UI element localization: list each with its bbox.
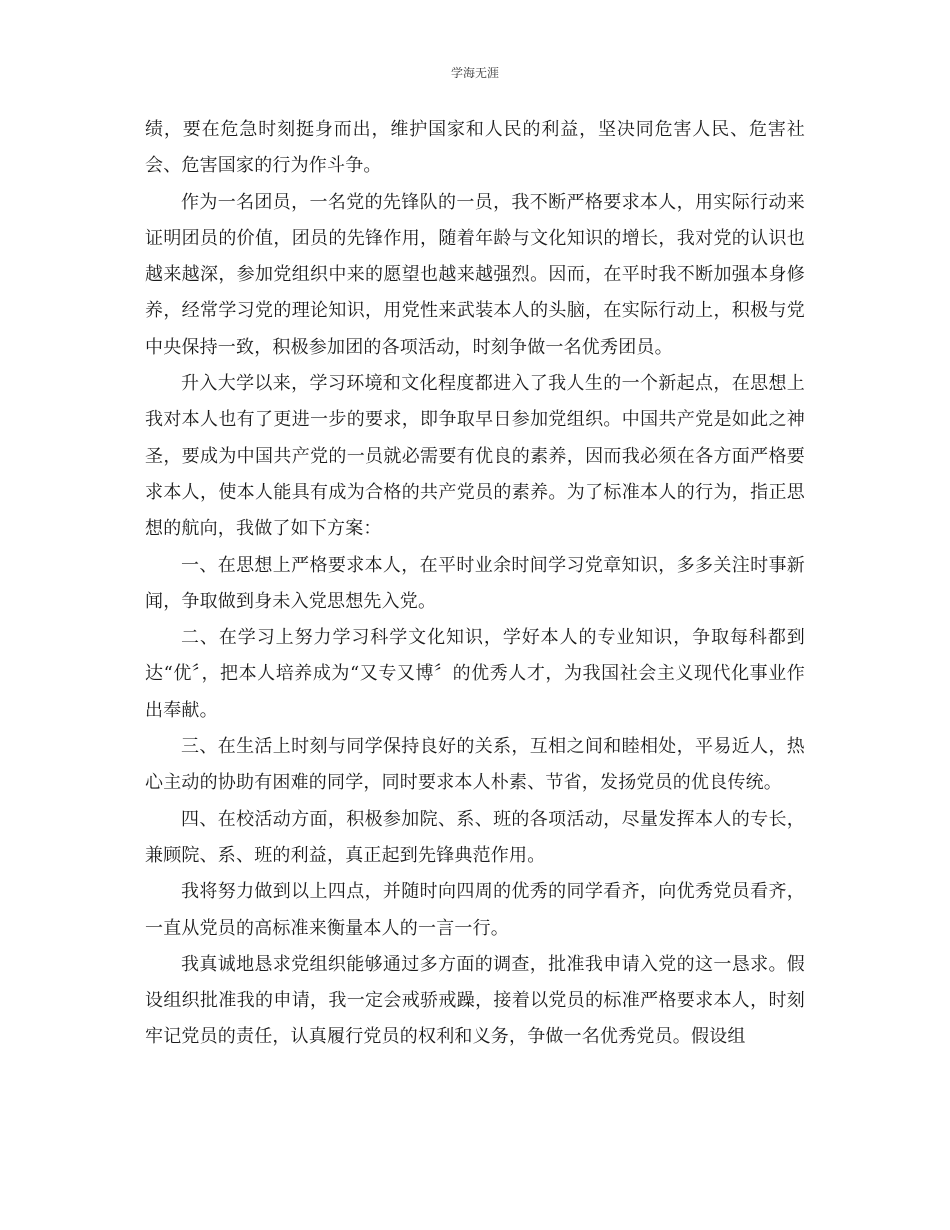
paragraph-1: 绩，要在危急时刻挺身而出，维护国家和人民的利益，坚决同危害人民、危害社会、危害国家的行为作斗争。 [145, 119, 805, 177]
paragraph-8: 我将努力做到以上四点，并随时向四周的优秀的同学看齐，向优秀党员看齐，一直从党员的高标准来衡量本人的一言一行。 [145, 881, 805, 939]
paragraph-5: 二、在学习上努力学习科学文化知识，学好本人的专业知识，争取每科都到达“优〞，把本人培养成为“又专又博〞的优秀人才，为我国社会主义现代化事业作出奉献。 [145, 627, 805, 721]
paragraph-9: 我真诚地恳求党组织能够通过多方面的调查，批准我申请入党的这一恳求。假设组织批准我的申请，我一定会戒骄戒躁，接着以党员的标准严格要求本人，时刻牢记党员的责任，认真履行党员的权利和义务，争做一名优秀党员。假设组 [145, 953, 805, 1048]
paragraph-2: 作为一名团员，一名党的先锋队的一员，我不断严格要求本人，用实际行动来证明团员的价值，团员的先锋作用，随着年龄与文化知识的增长，我对党的认识也越来越深，参加党组织中来的愿望也越来越强烈。因而，在平时我不断加强本身修养，经常学习党的理论知识，用党性来武装本人的头脑，在实际行动上，积极与党中央保持一致，积极参加团的各项活动，时刻争做一名优秀团员。 [145, 191, 805, 358]
page-header: 学海无涯 [450, 66, 499, 80]
paragraph-4: 一、在思想上严格要求本人，在平时业余时间学习党章知识，多多关注时事新闻，争取做到身未入党思想先入党。 [145, 554, 805, 612]
paragraph-6: 三、在生活上时刻与同学保持良好的关系，互相之间和睦相处，平易近人，热心主动的协助有困难的同学，同时要求本人朴素、节省，发扬党员的优良传统。 [145, 736, 805, 794]
document-body [145, 112, 805, 1056]
paragraph-7: 四、在校活动方面，积极参加院、系、班的各项活动，尽量发挥本人的专长，兼顾院、系、班的利益，真正起到先锋典范作用。 [145, 808, 805, 866]
paragraph-3: 升入大学以来，学习环境和文化程度都进入了我人生的一个新起点，在思想上我对本人也有了更进一步的要求，即争取早日参加党组织。中国共产党是如此之神圣，要成为中国共产党的一员就必需要有优良的素养，因而我必须在各方面严格要求本人，使本人能具有成为合格的共产党员的素养。为了标准本人的行为，指正思想的航向，我做了如下方案： [145, 373, 805, 540]
